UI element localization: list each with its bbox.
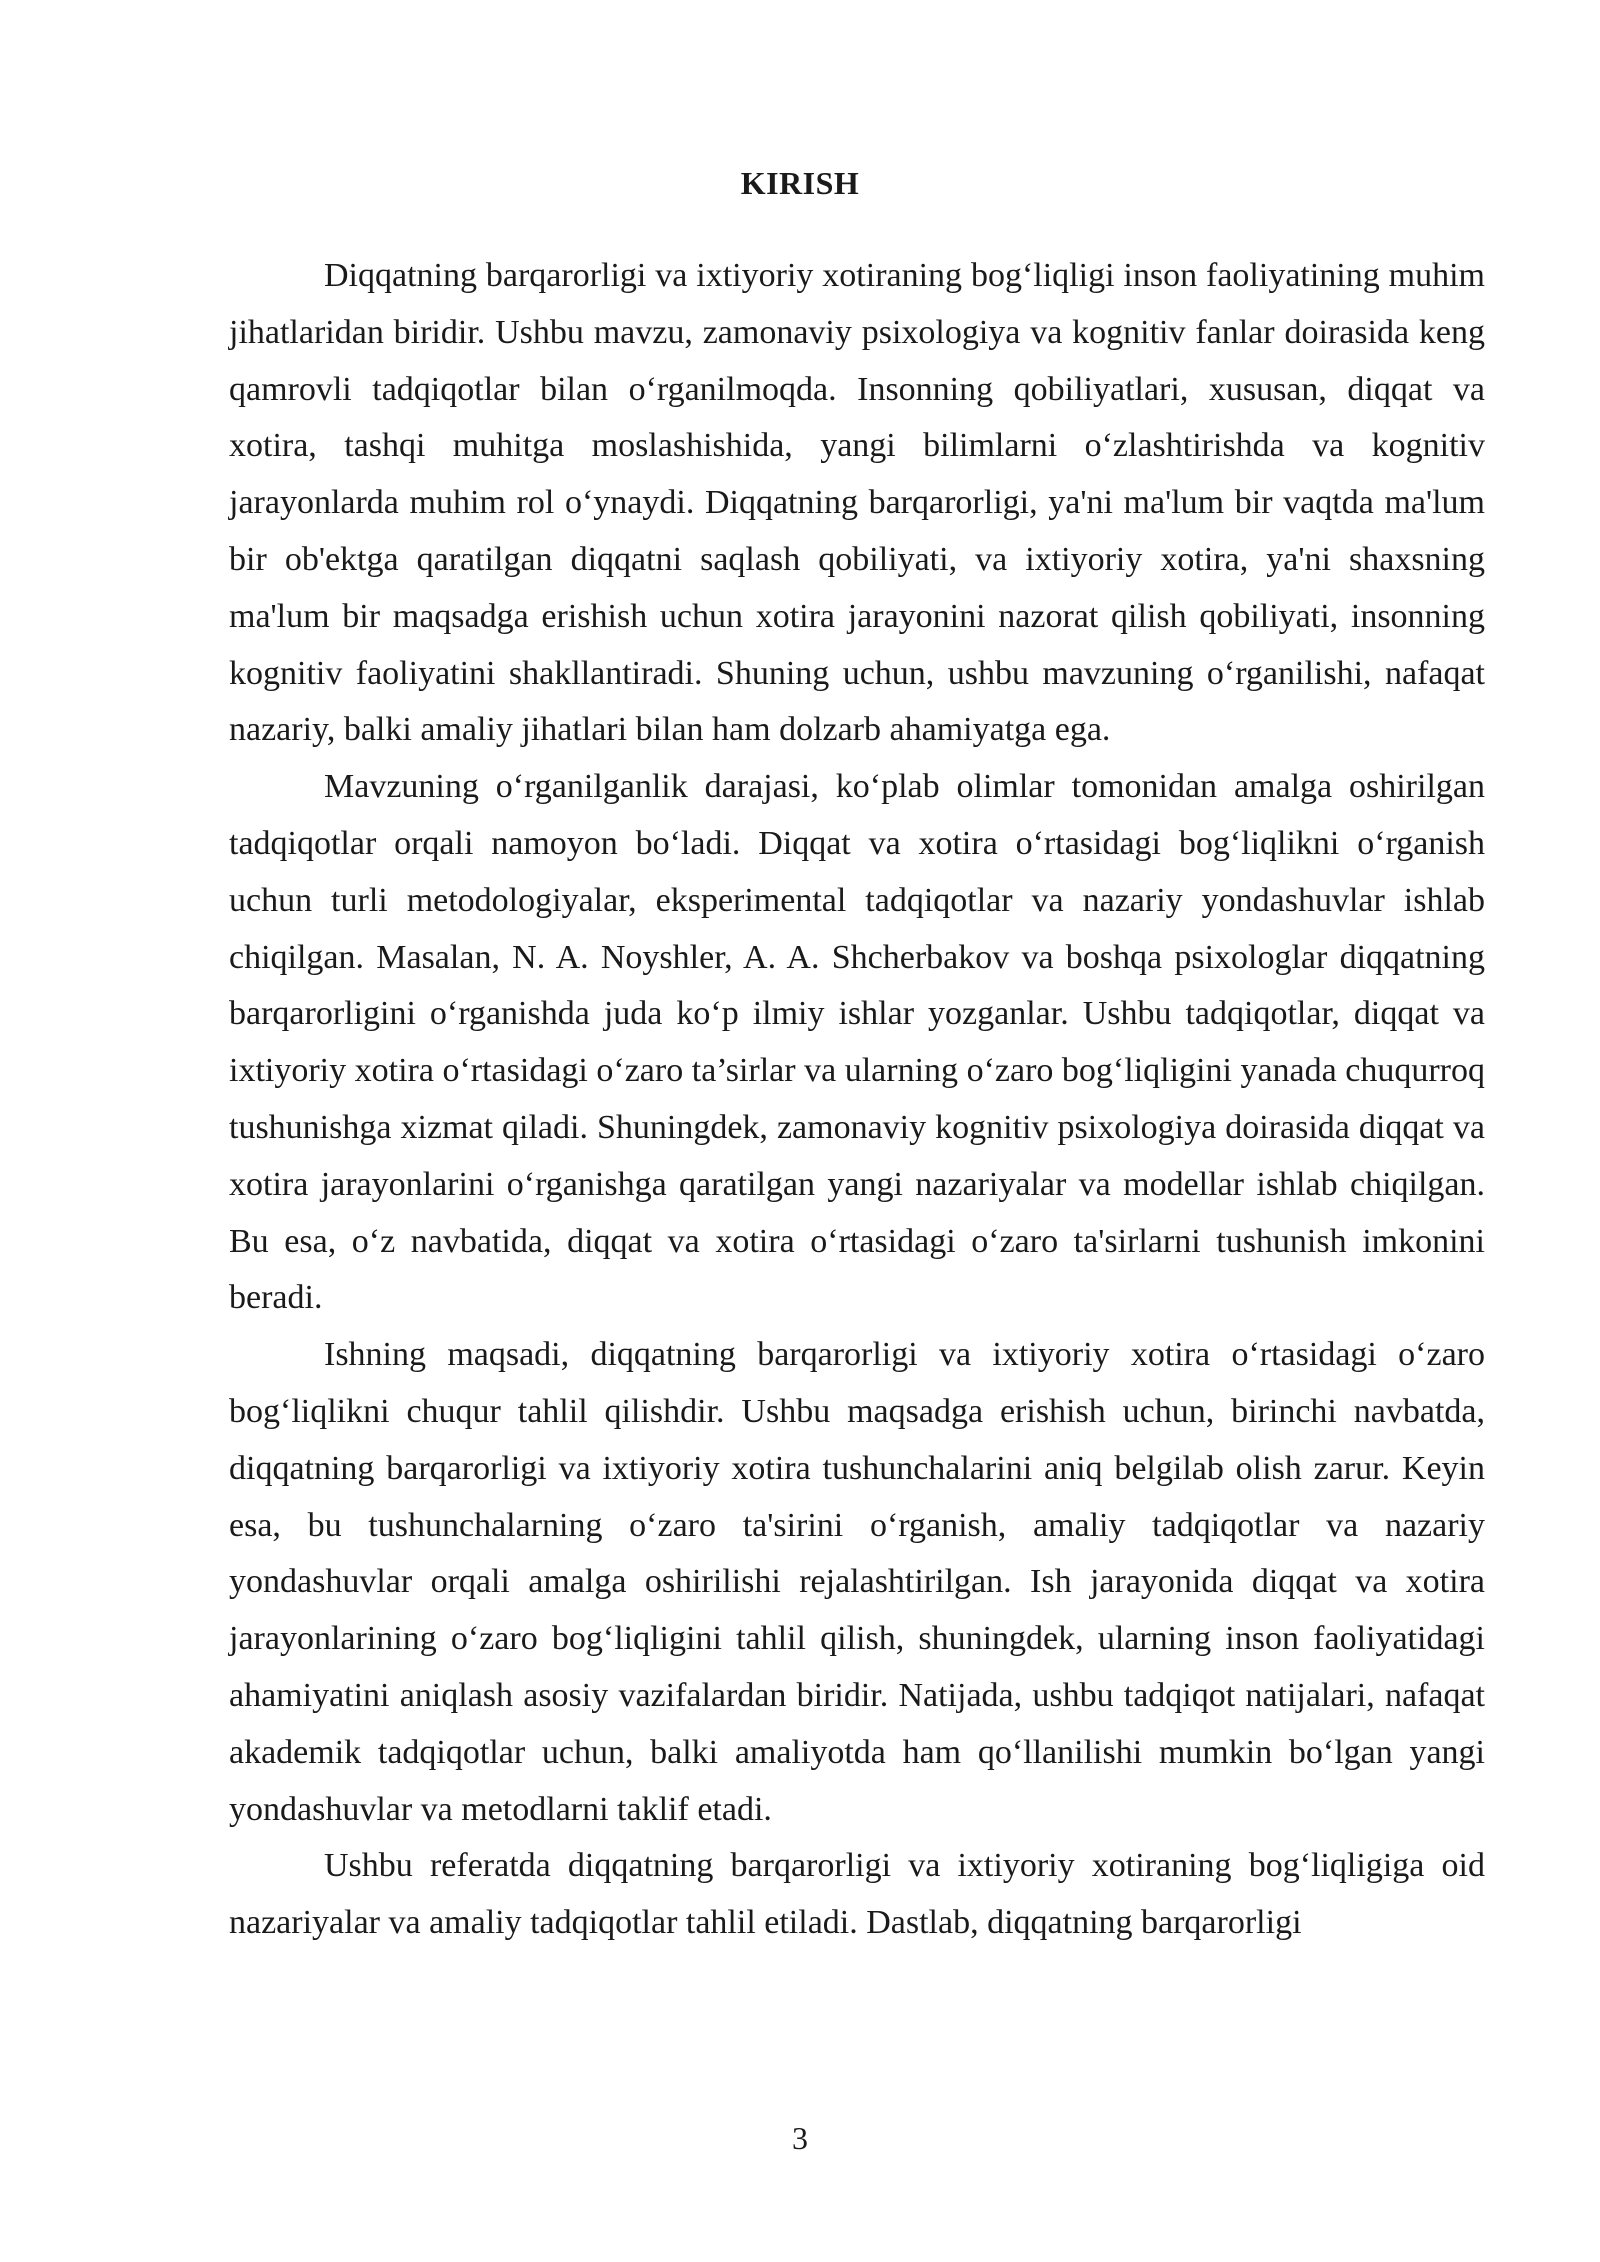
page-title: KIRISH [740, 165, 860, 201]
paragraph-2: Mavzuning o‘rganilganlik darajasi, ko‘plab olimlar tomonidan amalga oshirilgan tadqiqotlar orqali namoyon bo‘ladi. Diqqat va xotira o‘rtasidagi bog‘liqlikni o‘rganish uchun turli metodologiyalar, eksperimental tadqiqotlar va nazariy yondashuvlar ishlab chiqilgan. Masalan, N. A. Noyshler, A. A. Shcherbakov va boshqa psixologlar diqqatning barqarorligini o‘rganishda juda ko‘p ilmiy ishlar yozganlar. Ushbu tadqiqotlar, diqqat va ixtiyoriy xotira o‘rtasidagi o‘zaro ta’sirlar va ularning o‘zaro bog‘liqligini yanada chuqurroq tushunishga xizmat qiladi. Shuningdek, zamonaviy kognitiv psixologiya doirasida diqqat va xotira jarayonlarini o‘rganishga qaratilgan yangi nazariyalar va modellar ishlab chiqilgan. Bu esa, o‘z navbatida, diqqat va xotira o‘rtasidagi o‘zaro ta'sirlarni tushunish imkonini beradi. [229, 768, 1485, 1317]
paragraph-3: Ishning maqsadi, diqqatning barqarorligi va ixtiyoriy xotira o‘rtasidagi o‘zaro bog‘liqlikni chuqur tahlil qilishdir. Ushbu maqsadga erishish uchun, birinchi navbatda, diqqatning barqarorligi va ixtiyoriy xotira tushunchalarini aniq belgilab olish zarur. Keyin esa, bu tushunchalarning o‘zaro ta'sirini o‘rganish, amaliy tadqiqotlar va nazariy yondashuvlar orqali amalga oshirilishi rejalashtirilgan. Ish jarayonida diqqat va xotira jarayonlarining o‘zaro bog‘liqligini tahlil qilish, shuningdek, ularning inson faoliyatidagi ahamiyatini aniqlash asosiy vazifalardan biridir. Natijada, ushbu tadqiqot natijalari, nafaqat akademik tadqiqotlar uchun, balki amaliyotda ham qo‘llanilishi mumkin bo‘lgan yangi yondashuvlar va metodlarni taklif etadi. [229, 1336, 1485, 1828]
paragraph-4: Ushbu referatda diqqatning barqarorligi va ixtiyoriy xotiraning bog‘liqligiga oid nazariyalar va amaliy tadqiqotlar tahlil etiladi. Dastlab, diqqatning barqarorligi [229, 1847, 1485, 1942]
body-text [229, 248, 1485, 1952]
page-number: 3 [792, 2120, 808, 2156]
paragraph-1: Diqqatning barqarorligi va ixtiyoriy xotiraning bog‘liqligi inson faoliyatining muhim jihatlaridan biridir. Ushbu mavzu, zamonaviy psixologiya va kognitiv fanlar doirasida keng qamrovli tadqiqotlar bilan o‘rganilmoqda. Insonning qobiliyatlari, xususan, diqqat va xotira, tashqi muhitga moslashishida, yangi bilimlarni o‘zlashtirishda va kognitiv jarayonlarda muhim rol o‘ynaydi. Diqqatning barqarorligi, ya'ni ma'lum bir vaqtda ma'lum bir ob'ektga qaratilgan diqqatni saqlash qobiliyati, va ixtiyoriy xotira, ya'ni shaxsning ma'lum bir maqsadga erishish uchun xotira jarayonini nazorat qilish qobiliyati, insonning kognitiv faoliyatini shakllantiradi. Shuning uchun, ushbu mavzuning o‘rganilishi, nafaqat nazariy, balki amaliy jihatlari bilan ham dolzarb ahamiyatga ega. [229, 257, 1485, 749]
